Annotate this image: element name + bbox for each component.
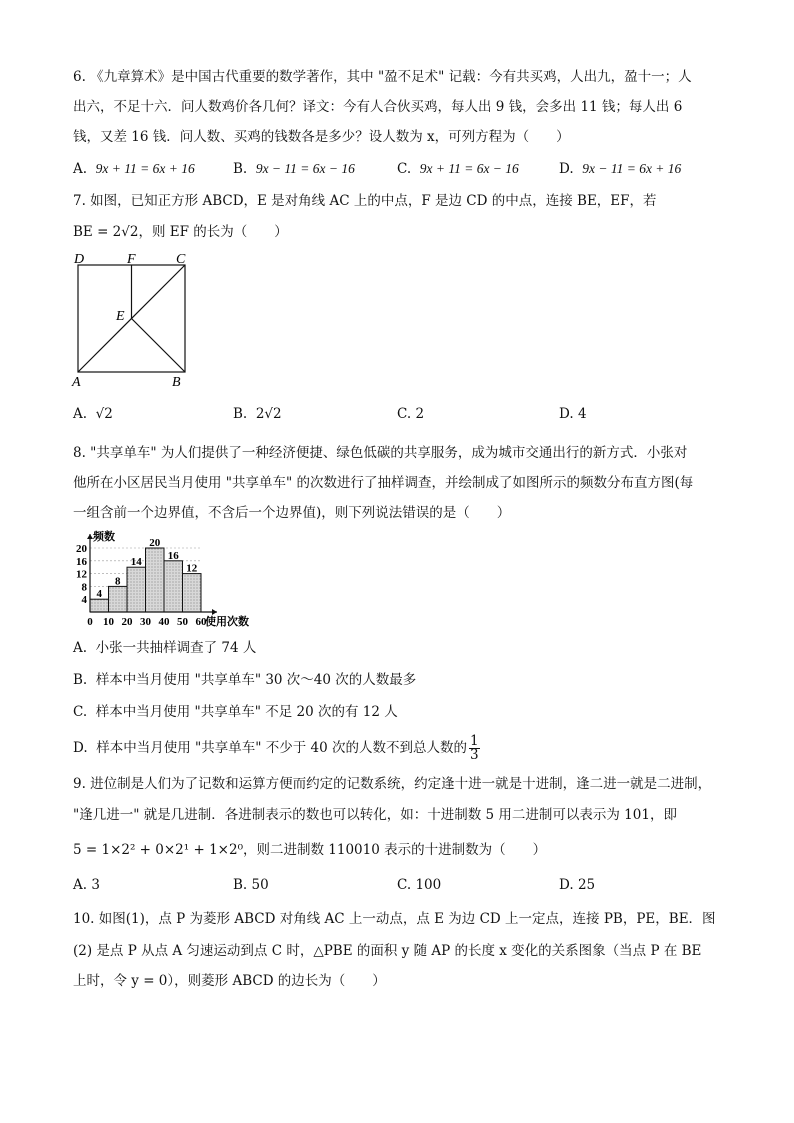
q6-line-1: 6. 《九章算术》是中国古代重要的数学著作，其中 "盈不足术" 记载：今有共买鸡，人出九，盈十一；人 (73, 69, 692, 85)
y-tick-label: 12 (76, 568, 87, 581)
q9-option-d: D. 25 (559, 877, 596, 893)
q7-option-c: C. 2 (397, 406, 425, 422)
histogram-bar (183, 574, 202, 612)
q7-line-1: 7. 如图，已知正方形 ABCD，E 是对角线 AC 上的中点，F 是边 CD 的中点，连接 BE，EF，若 (73, 193, 657, 209)
frequency-histogram (70, 530, 270, 634)
q8-option-a: A. 小张一共抽样调查了 74 人 (73, 640, 257, 656)
label-a: A (72, 375, 81, 390)
y-tick-label: 4 (81, 594, 87, 607)
q8-option-b: B. 样本中当月使用 "共享单车" 30 次～40 次的人数最多 (73, 672, 417, 688)
q9-line-2: "逢几进一" 就是几进制．各进制表示的数也可以转化，如：十进制数 5 用二进制可以表示为 101，即 (73, 807, 677, 823)
q8-line-2: 他所在小区居民当月使用 "共享单车" 的次数进行了抽样调查，并绘制成了如图所示的频数分布直方图(每 (73, 475, 694, 491)
x-tick-label: 40 (158, 616, 170, 628)
q9-line-1: 9. 进位制是人们为了记数和运算方便而约定的记数系统，约定逢十进一就是十进制，逢二进一就是二进制， (73, 776, 712, 792)
bar-value-label: 14 (130, 556, 142, 569)
q6-option-b: B. 9x − 11 = 6x − 16 (233, 161, 355, 177)
x-tick-label: 10 (103, 616, 114, 628)
label-d: D (74, 252, 85, 267)
q7-line-2: BE = 2√2，则 EF 的长为（ ） (73, 224, 288, 240)
q7-option-b: B. 2√2 (233, 406, 282, 422)
x-axis-arrow (212, 609, 217, 615)
bar-value-label: 20 (149, 537, 161, 549)
x-tick-label: 0 (87, 616, 93, 628)
q8-line-3: 一组含前一个边界值，不含后一个边界值)，则下列说法错误的是（ ） (73, 505, 511, 521)
histogram-bar (127, 567, 146, 612)
histogram-bar (109, 586, 128, 612)
segment-be (132, 319, 186, 373)
y-axis-label: 频数 (93, 531, 115, 543)
histogram-bar (164, 561, 183, 612)
y-tick-label: 20 (76, 543, 87, 555)
q7-option-a: A. √2 (73, 406, 113, 422)
q10-line-1: 10. 如图(1)，点 P 为菱形 ABCD 对角线 AC 上一动点，点 E 为边 CD 上一定点，连接 PB，PE，BE．图 (73, 911, 716, 927)
x-tick-label: 50 (177, 616, 188, 628)
q10-line-3: 上时，令 y = 0），则菱形 ABCD 的边长为（ ） (73, 973, 386, 989)
q9-option-b: B. 50 (233, 877, 269, 893)
label-b: B (172, 375, 181, 390)
histogram-bar (90, 599, 109, 612)
bar-value-label: 16 (167, 549, 179, 562)
q8-option-d: D. 样本中当月使用 "共享单车" 不少于 40 次的人数不到总人数的 $\frac{1}{3}$ (73, 733, 479, 763)
bar-value-label: 4 (96, 588, 102, 601)
q9-option-a: A. 3 (73, 877, 100, 893)
bar-value-label: 12 (186, 562, 198, 575)
q10-line-2: (2) 是点 P 从点 A 匀速运动到点 C 时，△PBE 的面积 y 随 AP 的长度 x 变化的关系图象（当点 P 在 BE (73, 943, 702, 959)
histogram-bar (146, 548, 165, 612)
q6-line-3: 钱，又差 16 钱．问人数、买鸡的钱数各是多少？设人数为 x，可列方程为（ ） (73, 129, 570, 145)
y-tick-label: 8 (81, 581, 87, 594)
label-f: F (127, 252, 136, 267)
x-tick-label: 30 (140, 616, 151, 628)
q6-option-a: A. 9x + 11 = 6x + 16 (73, 161, 195, 177)
y-tick-label: 16 (76, 555, 87, 568)
x-tick-label: 20 (121, 616, 133, 628)
q6-option-c: C. 9x + 11 = 6x − 16 (397, 161, 519, 177)
q7-option-d: D. 4 (559, 406, 587, 422)
x-tick-label: 60 (195, 616, 207, 628)
x-axis-label: 使用次数 (205, 616, 249, 628)
fraction-one-third: $\frac{1}{3}$ (470, 733, 479, 763)
q9-option-c: C. 100 (397, 877, 442, 893)
q6-line-2: 出六，不足十六．问人数鸡价各几何？译文：今有人合伙买鸡，每人出 9 钱，会多出 11 钱；每人出 6 (73, 99, 683, 115)
q6-option-d: D. 9x − 11 = 6x + 16 (559, 161, 682, 177)
bar-value-label: 8 (115, 575, 121, 588)
q8-option-c: C. 样本中当月使用 "共享单车" 不足 20 次的有 12 人 (73, 704, 398, 720)
label-e: E (116, 309, 125, 324)
q9-line-3: 5 = 1×2² + 0×2¹ + 1×2⁰，则二进制数 110010 表示的十进制数为（ ） (73, 842, 547, 858)
square-figure (68, 250, 196, 390)
q8-line-1: 8. "共享单车" 为人们提供了一种经济便捷、绿色低碳的共享服务，成为城市交通出行的新方式．小张对 (73, 445, 688, 461)
label-c: C (176, 252, 186, 267)
